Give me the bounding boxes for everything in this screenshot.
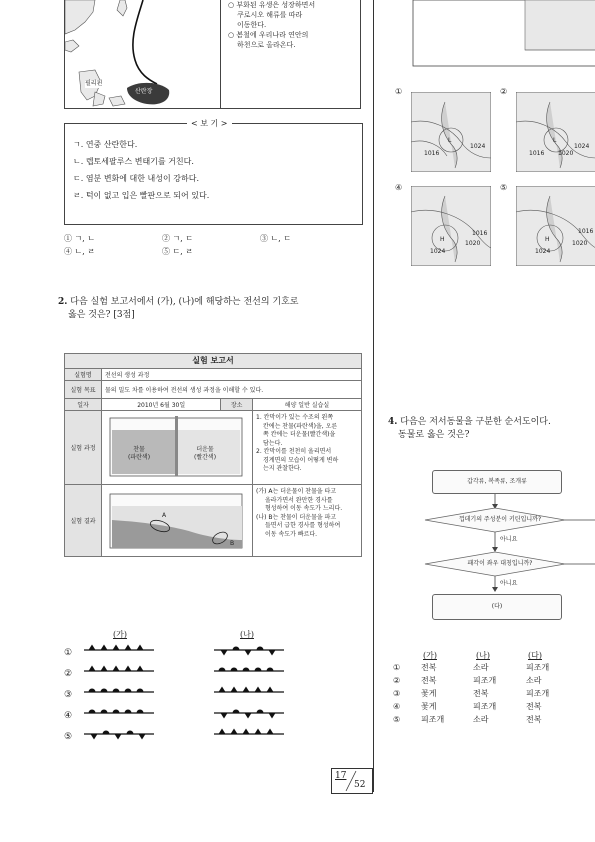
label-a: A xyxy=(162,511,167,519)
bogi-box xyxy=(64,119,363,225)
bogi-item: ㄷ. 염분 변화에 대한 내성이 강하다. xyxy=(73,174,199,183)
report-name-label: 실험명 xyxy=(65,369,102,381)
bogi-item: ㄴ. 렙토세팔루스 변태기를 거친다. xyxy=(73,157,194,166)
bullet-item: ○ 봄철에 우리나라 연안의 xyxy=(228,31,309,39)
q1-figure-frame xyxy=(64,0,361,109)
map5-isobar-1024: 1024 xyxy=(535,248,551,255)
bogi-title: < 보 기 > xyxy=(187,118,232,129)
q4-question xyxy=(388,416,595,442)
q4-option-row[interactable]: ④ 꽃게 피조개 전복 xyxy=(393,702,542,711)
option-2-ga-cold-front[interactable] xyxy=(84,666,154,672)
page-current: 17 xyxy=(335,771,347,781)
q2-question xyxy=(58,296,368,322)
report-place-value: 해양 일반 실습실 xyxy=(253,399,362,411)
q4-option-row[interactable]: ② 전복 피조개 소라 xyxy=(393,676,542,685)
flowchart-result-box: (다) xyxy=(432,594,562,620)
q1-option[interactable]: ② ㄱ, ㄷ xyxy=(162,234,194,243)
q2-text-line2: 옳은 것은? [3점] xyxy=(68,310,135,320)
flowchart-no-2: 아니요 xyxy=(500,580,518,587)
bullet-item: 쿠로시오 해류를 따라 xyxy=(237,11,303,19)
weather-map-2[interactable] xyxy=(516,92,595,172)
page-number xyxy=(331,768,373,794)
map2-isobar-1020: 1020 xyxy=(558,150,574,157)
q2-option-number[interactable]: ④ xyxy=(64,711,73,721)
map5-isobar-1020: 1020 xyxy=(572,240,588,247)
warm-water-label: 더운물 (빨간색) xyxy=(194,445,217,461)
report-name-value: 전선의 생성 과정 xyxy=(102,369,362,381)
map4-isobar-1020: 1020 xyxy=(465,240,481,247)
bullet-item: 이동한다. xyxy=(237,21,267,29)
q2-option-number[interactable]: ① xyxy=(64,648,73,658)
report-purpose-label: 실험 목표 xyxy=(65,381,102,399)
q2-col-na: (나) xyxy=(240,630,254,639)
tank-after-cell xyxy=(102,485,253,557)
report-date-value: 2010년 6월 30일 xyxy=(102,399,221,411)
option-1-na-stationary-front[interactable] xyxy=(214,647,284,656)
q2-option-number[interactable]: ⑤ xyxy=(64,732,73,742)
report-result-label: 실험 결과 xyxy=(65,485,102,557)
flowchart-question-2: 패각이 좌우 대칭입니까? xyxy=(467,560,533,567)
report-title: 실험 보고서 xyxy=(64,353,362,368)
experiment-report xyxy=(64,353,362,557)
option-5-ga-stationary-front[interactable] xyxy=(84,731,154,740)
flowchart-no-1: 아니요 xyxy=(500,536,518,543)
map1-isobar-1016: 1016 xyxy=(424,150,440,157)
map2-low-label: L xyxy=(553,137,557,144)
flowchart-question-1: 껍데기의 주성분이 키틴입니까? xyxy=(458,516,542,523)
q3-option-4[interactable]: ④ xyxy=(395,183,403,192)
weather-map-1[interactable] xyxy=(411,92,491,172)
report-purpose-value: 물의 밀도 차를 이용하여 전선의 생성 과정을 이해할 수 있다. xyxy=(102,381,362,399)
map5-high-label: H xyxy=(545,236,550,243)
map4-isobar-1016: 1016 xyxy=(472,230,488,237)
q4-option-row[interactable]: ③ 꽃게 전복 피조개 xyxy=(393,689,550,698)
map4-high-label: H xyxy=(440,236,445,243)
q3-top-figure xyxy=(395,0,595,68)
q4-col-da: (다) xyxy=(528,651,542,660)
option-1-ga-cold-front[interactable] xyxy=(84,645,154,651)
q4-text-line2: 동물로 옳은 것은? xyxy=(398,430,470,440)
q4-option-row[interactable]: ⑤ 피조개 소라 전복 xyxy=(393,715,542,724)
q4-number: 4. xyxy=(388,417,398,427)
q3-option-2[interactable]: ② xyxy=(500,87,508,96)
q1-option[interactable]: ① ㄱ, ㄴ xyxy=(64,234,96,243)
map5-isobar-1016: 1016 xyxy=(578,228,594,235)
philippines-label: 필리핀 xyxy=(85,80,103,87)
report-place-label: 장소 xyxy=(221,399,253,411)
q3-option-5[interactable]: ⑤ xyxy=(500,183,508,192)
q2-number: 2. xyxy=(58,297,68,307)
report-result-text: (가) A는 더운물이 찬물을 타고 올라가면서 완만한 경사를 형성하여 이동 속도가 느리다. (나) B는 찬물이 더운물을 파고 들면서 급한 경사를 형성하여 이동 속도가 빠르다. xyxy=(253,485,362,557)
bogi-list xyxy=(73,136,209,204)
report-date-label: 일자 xyxy=(65,399,102,411)
option-4-na-stationary-front[interactable] xyxy=(214,710,284,719)
q2-option-number[interactable]: ② xyxy=(64,669,73,679)
q1-option[interactable]: ③ ㄴ, ㄷ xyxy=(260,234,292,243)
q4-col-na: (나) xyxy=(476,651,490,660)
option-3-ga-warm-front[interactable] xyxy=(84,689,154,693)
q3-option-1[interactable]: ① xyxy=(395,87,403,96)
weather-map-5[interactable] xyxy=(516,186,595,266)
report-process-text: 1. 칸막이가 있는 수조의 왼쪽 칸에는 찬물(파란색)을, 오른 쪽 칸에는 더운물(빨간색)을 담는다. 2. 칸막이를 천천히 올리면서 경계면의 모습이 어떻게 변하 는지 관찰한다. xyxy=(253,411,362,485)
flowchart-start-box: 갑각류, 복족류, 조개류 xyxy=(432,470,562,494)
front-symbol-options xyxy=(64,640,364,750)
q2-text-line1: 다음 실험 보고서에서 (가), (나)에 해당하는 전선의 기호로 xyxy=(70,297,299,307)
q4-text-line1: 다음은 저서동물을 구분한 순서도이다. xyxy=(400,417,551,427)
label-b: B xyxy=(230,539,235,547)
q2-col-ga: (가) xyxy=(113,630,127,639)
bogi-item: ㄹ. 턱이 없고 입은 빨판으로 되어 있다. xyxy=(73,191,210,200)
tank-before-drawing xyxy=(102,412,252,484)
q4-option-row[interactable]: ① 전복 소라 피조개 xyxy=(393,663,550,672)
bullet-item: 하천으로 올라온다. xyxy=(237,41,296,49)
page-total: 52 xyxy=(354,780,366,790)
spawning-ground-label: 산란장 xyxy=(135,88,153,95)
map2-isobar-1024: 1024 xyxy=(574,143,590,150)
q1-option[interactable]: ⑤ ㄷ, ㄹ xyxy=(162,247,194,256)
option-3-na-cold-front[interactable] xyxy=(214,687,284,693)
q2-option-numbers xyxy=(64,643,72,748)
option-4-ga-warm-front[interactable] xyxy=(84,710,154,714)
weather-map-4[interactable] xyxy=(411,186,491,266)
report-process-label: 실험 과정 xyxy=(65,411,102,485)
map4-isobar-1024: 1024 xyxy=(430,248,446,255)
q4-col-ga: (가) xyxy=(423,651,437,660)
q1-option[interactable]: ④ ㄴ, ㄹ xyxy=(64,247,96,256)
q2-option-number[interactable]: ③ xyxy=(64,690,73,700)
bogi-item: ㄱ. 연중 산란한다. xyxy=(73,140,138,149)
map1-isobar-1024: 1024 xyxy=(470,143,486,150)
option-5-na-cold-front[interactable] xyxy=(214,729,284,735)
q4-answer-table xyxy=(393,650,593,727)
bullet-item: ○ 부화된 유생은 성장하면서 xyxy=(228,1,316,9)
map2-isobar-1016: 1016 xyxy=(529,150,545,157)
cold-water-label: 찬물 (파란색) xyxy=(128,445,151,461)
column-divider xyxy=(373,0,374,792)
option-2-na-warm-front[interactable] xyxy=(214,668,284,672)
map1-low-label: L xyxy=(448,137,452,144)
tank-before-cell xyxy=(102,411,253,485)
